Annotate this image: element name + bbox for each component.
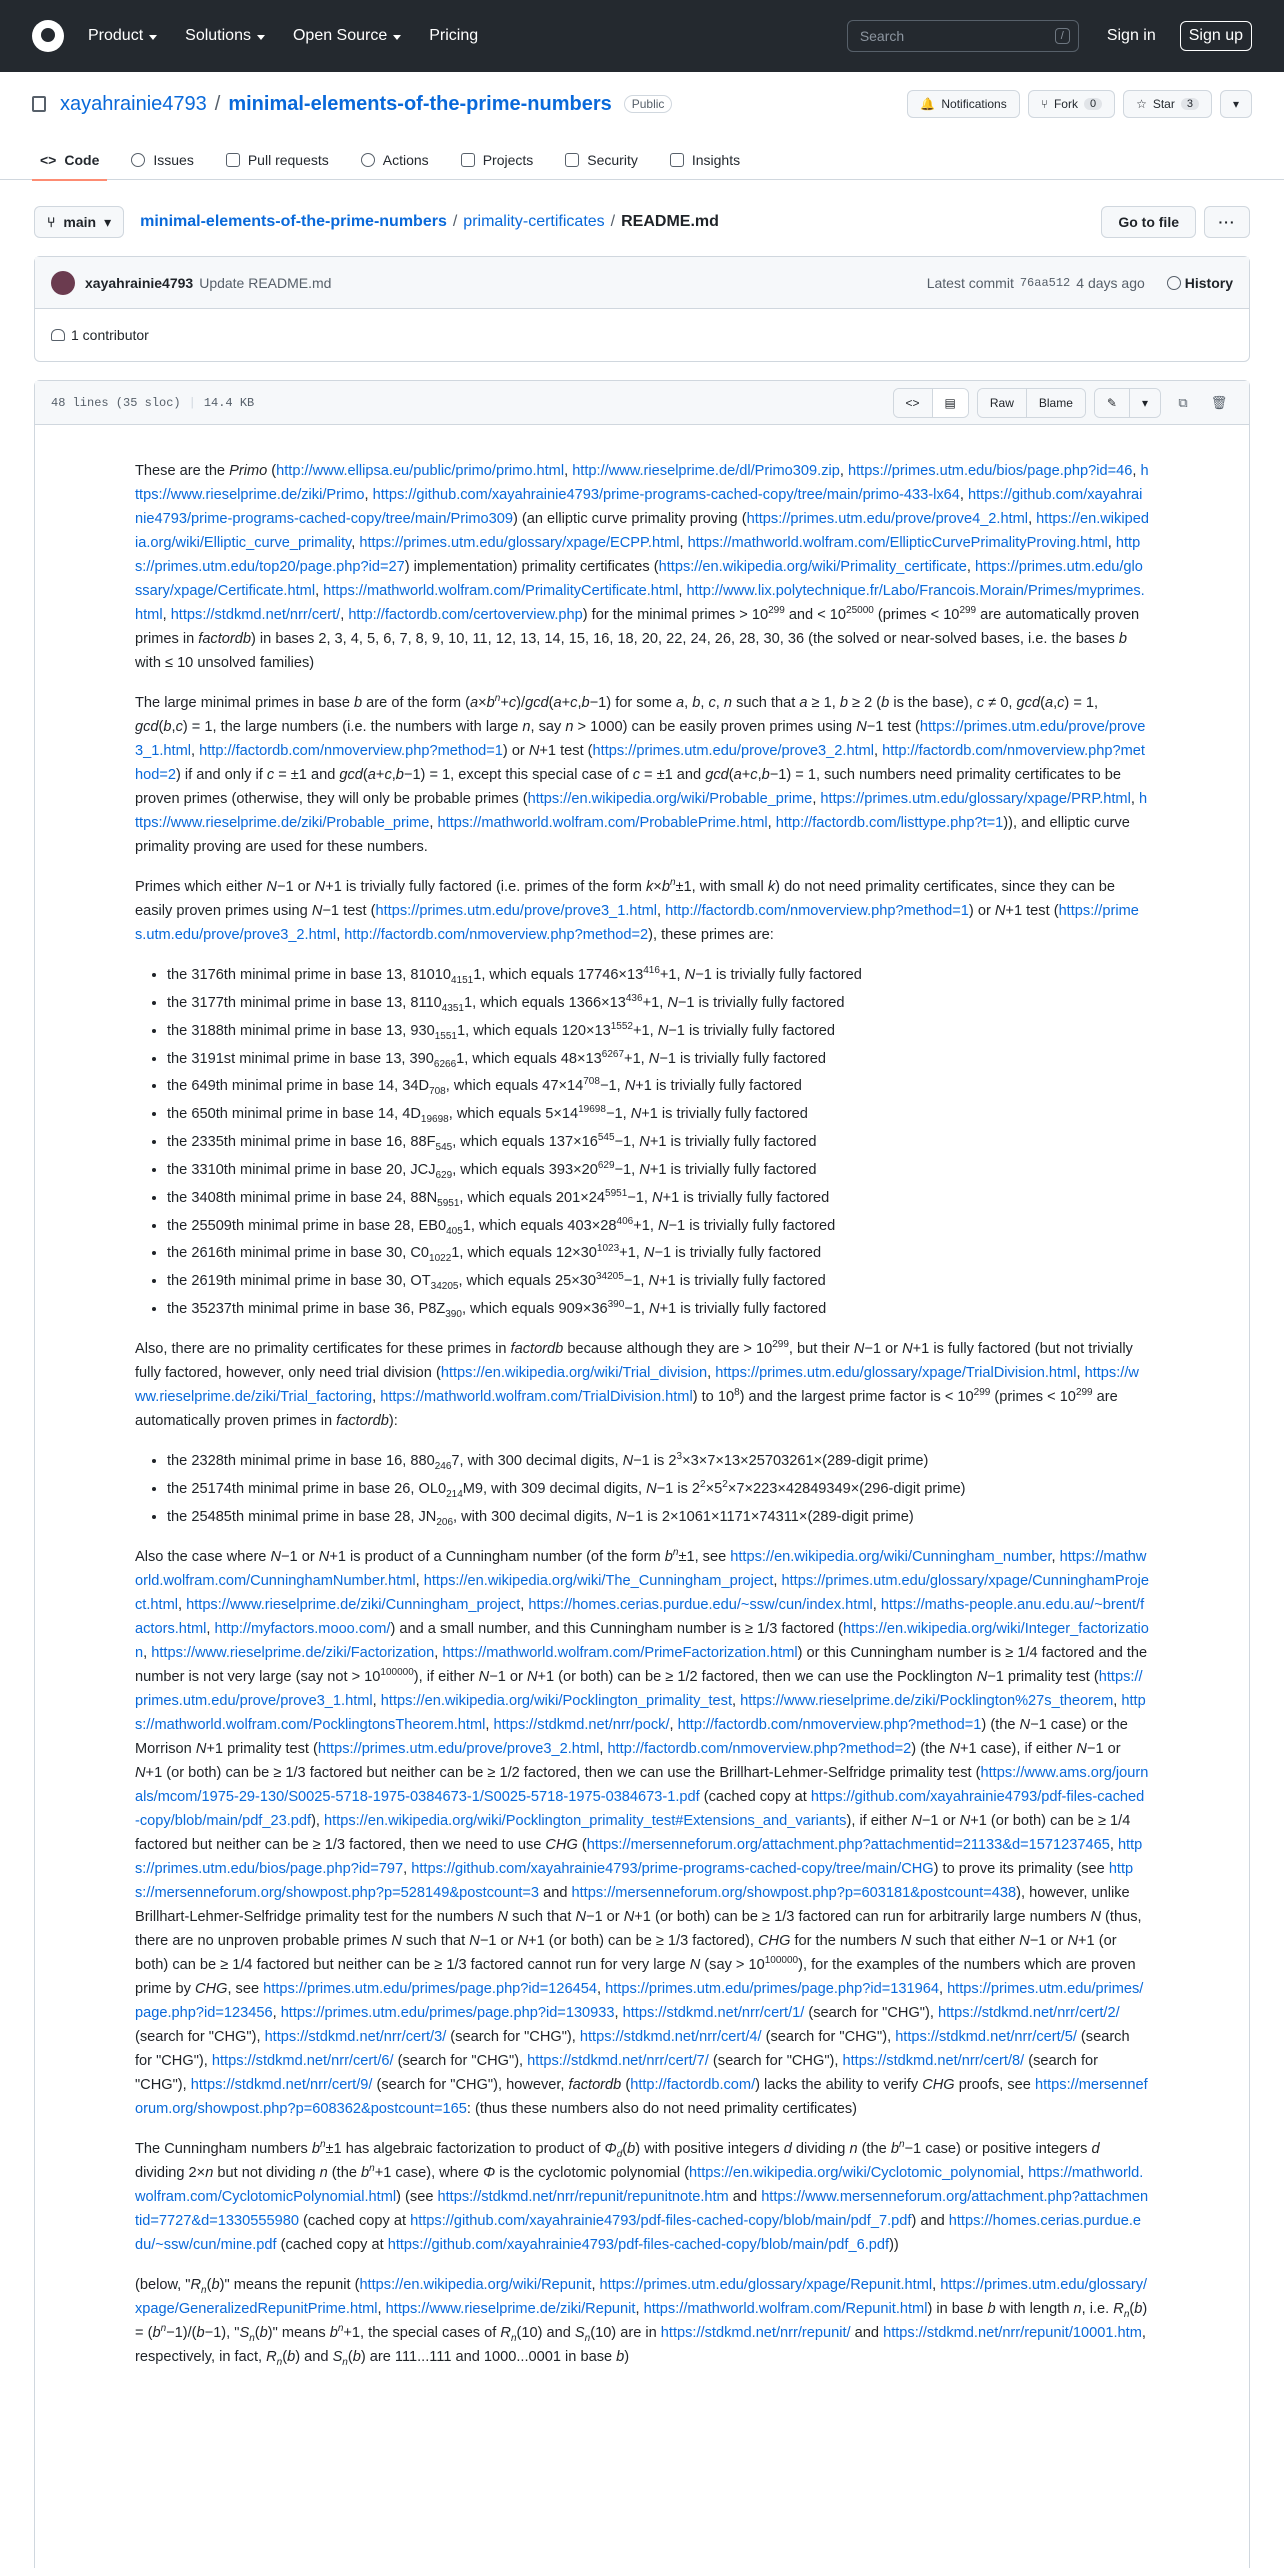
link[interactable]: http://factordb.com/ bbox=[630, 2076, 756, 2093]
chevron-down-icon bbox=[393, 35, 401, 40]
link[interactable]: https://mathworld.wolfram.com/CunninghamNumber.html bbox=[135, 1548, 1147, 1589]
contributors-link[interactable]: 1 contributor bbox=[71, 327, 149, 343]
list-item: • the 25485th minimal prime in base 28, $JN_{206}$, with 300 decimal digits, N−1 is 2×1061×1171×74311×(289-digit prime) bbox=[167, 1505, 1149, 1529]
link[interactable]: https://primes.utm.edu/glossary/xpage/CunninghamProject.html bbox=[135, 1572, 1149, 1613]
link[interactable]: https://primes.utm.edu/primes/page.php?id=131964 bbox=[605, 1980, 939, 1997]
branch-icon: ⑂ bbox=[47, 214, 56, 230]
link[interactable]: https://primes.utm.edu/primes/page.php?id=126454 bbox=[263, 1980, 597, 1997]
repo-tabs bbox=[32, 136, 1252, 180]
markdown-body bbox=[35, 425, 1249, 2369]
link[interactable]: http://factordb.com/nmoverview.php?method=1 bbox=[677, 1716, 982, 1733]
link[interactable]: https://stdkmd.net/nrr/cert/1/ bbox=[622, 2004, 805, 2021]
file-icon: ▤ bbox=[944, 395, 956, 410]
list-item: • the 3177th minimal prime in base 13, $8110_{4351}1$, which equals $1366\times 13^{436}+1$, N−1 is trivially fully factored bbox=[167, 991, 1149, 1015]
paragraph: Also the case where N−1 or N+1 is product of a Cunningham number (of the form $b^n\pm 1$, see https://en.wikipedia.org/wiki/Cunningham_number, https://mathworld.wolfram.com/CunninghamNumber.html, https://en.wikipedia.org/wiki/The_Cunningham_project, https://primes.utm.edu/glossary/xpage/CunninghamProject.html, https://www.rieselprime.de/ziki/Cunningham_project, https://homes.cerias.purdue.edu/~ssw/cun/index.html, https://maths-people.anu.edu.au/~brent/factors.html, http://myfactors.mooo.com/) and a small number, and this Cunningham number is ≥ 1/3 factored (https://en.wikipedia.org/wiki/Integer_factorization, https://www.rieselprime.de/ziki/Factorization, https://mathworld.wolfram.com/PrimeFactorization.html) or this Cunningham number is ≥ 1/4 factored and the number is not very large (say not > $10^{100000}$), if either N−1 or N+1 (or both) can be ≥ 1/2 factored, then we can use the Pocklington N−1 primality test (https://primes.utm.edu/prove/prove3_1.html, https://en.wikipedia.org/wiki/Pocklington_primality_test, https://www.rieselprime.de/ziki/Pocklington%27s_theorem, https://mathworld.wolfram.com/PocklingtonsTheorem.html, https://stdkmd.net/nrr/pock/, http://factordb.com/nmoverview.php?method=1) (the N−1 case) or the Morrison N+1 primality test (https://primes.utm.edu/prove/prove3_2.html, http://factordb.com/nmoverview.php?method=2) (the N+1 case), if either N−1 or N+1 (or both) can be ≥ 1/3 factored but neither can be ≥ 1/2 factored, then we can use the Brillhart-Lehmer-Selfridge primality test (https://www.ams.org/journals/mcom/1975-29-130/S0025-5718-1975-0384673-1/S0025-5718-1975-0384673-1.pdf (cached copy at https://github.com/xayahrainie4793/pdf-files-cached-copy/blob/main/pdf_23.pdf), https://en.wikipedia.org/wiki/Pocklington_primality_test#Extensions_and_variants), if either N−1 or N+1 (or both) can be ≥ 1/4 factored but neither can be ≥ 1/3 factored, then we need to use CHG (https://mersenneforum.org/attachment.php?attachmentid=21133&d=1571237465, https://primes.utm.edu/bios/page.php?id=797, https://github.com/xayahrainie4793/prime-programs-cached-copy/tree/main/CHG) to prove its primality (see https://mersenneforum.org/showpost.php?p=528149&postcount=3 and https://mersenneforum.org/showpost.php?p=603181&postcount=438), however, unlike Brillhart-Lehmer-Selfridge primality test for the numbers N such that N−1 or N+1 (or both) can be ≥ 1/3 factored can run for arbitrarily large numbers N (thus, there are no unproven probable primes N such that N−1 or N+1 (or both) can be ≥ 1/3 factored), CHG for the numbers N such that either N−1 or N+1 (or both) can be ≥ 1/4 factored but neither can be ≥ 1/3 factored cannot run for very large N $(say > 10^{100000})$, for the examples of the numbers which are proven prime by CHG, see https://primes.utm.edu/primes/page.php?id=126454, https://primes.utm.edu/primes/page.php?id=131964, https://primes.utm.edu/primes/page.php?id=123456, https://primes.utm.edu/primes/page.php?id=130933, https://stdkmd.net/nrr/cert/1/ (search for "CHG"), https://stdkmd.net/nrr/cert/2/ (search for "CHG"), https://stdkmd.net/nrr/cert/3/ (search for "CHG"), https://stdkmd.net/nrr/cert/4/ (search for "CHG"), https://stdkmd.net/nrr/cert/5/ (search for "CHG"), https://stdkmd.net/nrr/cert/6/ (search for "CHG"), https://stdkmd.net/nrr/cert/7/ (search for "CHG"), https://stdkmd.net/nrr/cert/8/ (search for "CHG"), https://stdkmd.net/nrr/cert/9/ (search for "CHG"), however, factordb (http://factordb.com/) lacks the ability to verify CHG proofs, see https://mersenneforum.org/showpost.php?p=608362&postcount=165: (thus these numbers also do not need primality certificates) bbox=[135, 1546, 1149, 2117]
list-item: • the 3176th minimal prime in base 13, $81010_{4151}1$, which equals $17746\times 13^{416}+1$, N−1 is trivially fully factored bbox=[167, 963, 1149, 987]
list-item: • the 2616th minimal prime in base 30, $C0_{1022}1$, which equals $12\times 30^{1023}+1$, N−1 is trivially fully factored bbox=[167, 1241, 1149, 1265]
link[interactable]: https://primes.utm.edu/glossary/xpage/TrialDivision.html bbox=[715, 1365, 1077, 1382]
link[interactable]: https://primes.utm.edu/top20/page.php?id=27 bbox=[135, 535, 1141, 575]
link[interactable]: https://en.wikipedia.org/wiki/Primality_certificate bbox=[658, 559, 967, 575]
latest-commit-label: Latest commit bbox=[926, 274, 1014, 291]
link[interactable]: https://en.wikipedia.org/wiki/Pocklington_primality_test bbox=[380, 1692, 733, 1709]
link[interactable]: https://primes.utm.edu/glossary/xpage/Certificate.html bbox=[135, 559, 1143, 599]
link[interactable]: https://stdkmd.net/nrr/repunit/10001.htm bbox=[883, 2324, 1142, 2341]
link[interactable]: https://primes.utm.edu/glossary/xpage/PRP.html bbox=[820, 791, 1131, 807]
fork-count: 0 bbox=[1084, 98, 1102, 110]
link[interactable]: http://factordb.com/listtype.php?t=1 bbox=[775, 815, 1004, 831]
link[interactable]: https://maths-people.anu.edu.au/~brent/factors.html bbox=[135, 1596, 1145, 1637]
fork-icon: ⑂ bbox=[1040, 97, 1048, 111]
table-icon bbox=[461, 153, 475, 167]
link[interactable]: https://primes.utm.edu/primes/page.php?id=123456 bbox=[135, 1980, 1144, 2021]
list-item: • the 25509th minimal prime in base 28, $EB0_{405}1$, which equals $403\times 28^{406}+1$, N−1 is trivially fully factored bbox=[167, 1214, 1149, 1238]
link[interactable]: https://primes.utm.edu/prove/prove3_1.html bbox=[135, 719, 1146, 759]
link[interactable]: http://factordb.com/nmoverview.php?method=2 bbox=[607, 1740, 912, 1757]
chevron-down-icon: ▾ bbox=[104, 213, 112, 230]
list-item: • the 3191st minimal prime in base 13, $390_{6266}1$, which equals $48\times 13^{6267}+1$, N−1 is trivially fully factored bbox=[167, 1047, 1149, 1071]
star-icon: ☆ bbox=[1136, 97, 1147, 111]
link[interactable]: https://github.com/xayahrainie4793/pdf-files-cached-copy/blob/main/pdf_23.pdf bbox=[135, 1788, 1145, 1829]
more-options-button[interactable]: ··· bbox=[1204, 206, 1250, 238]
breadcrumb-current-file: README.md bbox=[621, 213, 719, 230]
nav-solutions[interactable]: Solutions bbox=[185, 27, 265, 45]
link[interactable]: https://stdkmd.net/nrr/pock/ bbox=[493, 1716, 670, 1733]
list-item: • the 25174th minimal prime in base 26, $OL0_{214}M9$, with 309 decimal digits, N−1 is $2^2\times 5^2\times 7\times 223\times 42849349\times(296$-digit prime) bbox=[167, 1477, 1149, 1501]
link[interactable]: https://stdkmd.net/nrr/cert/4/ bbox=[579, 2028, 762, 2045]
paragraph: (below, "$R_n(b)$" means the repunit (https://en.wikipedia.org/wiki/Repunit, https://primes.utm.edu/glossary/xpage/Repunit.html, https://primes.utm.edu/glossary/xpage/GeneralizedRepunitPrime.html, https://www.rieselprime.de/ziki/Repunit, https://mathworld.wolfram.com/Repunit.html) in base b with length n, i.e. $R_n(b) = (b^n-1)/(b-1)$, "$S_n(b)$" means $b^n+1$, the special cases of $R_n(10)$ and $S_n(10)$ are in https://stdkmd.net/nrr/repunit/ and https://stdkmd.net/nrr/repunit/10001.htm, respectively, in fact, $R_n(b)$ and $S_n(b)$ are 111...111 and 1000...0001 in base b) bbox=[135, 2276, 1148, 2368]
link[interactable]: https://primes.utm.edu/glossary/xpage/GeneralizedRepunitPrime.html bbox=[135, 2276, 1148, 2317]
path-separator: / bbox=[452, 213, 458, 230]
commit-author-link[interactable]: xayahrainie4793 bbox=[85, 274, 194, 291]
paragraph: These are the Primo (http://www.ellipsa.eu/public/primo/primo.html, http://www.rieselprime.de/dl/Primo309.zip, https://primes.utm.edu/bios/page.php?id=46, https://www.rieselprime.de/ziki/Primo, https://github.com/xayahrainie4793/prime-programs-cached-copy/tree/main/primo-433-lx64, https://github.com/xayahrainie4793/prime-programs-cached-copy/tree/main/Primo309) (an elliptic curve primality proving (https://primes.utm.edu/prove/prove4_2.html, https://en.wikipedia.org/wiki/Elliptic_curve_primality, https://primes.utm.edu/glossary/xpage/ECPP.html, https://mathworld.wolfram.com/EllipticCurvePrimalityProving.html, https://primes.utm.edu/top20/page.php?id=27) implementation) primality certificates (https://en.wikipedia.org/wiki/Primality_certificate, https://primes.utm.edu/glossary/xpage/Certificate.html, https://mathworld.wolfram.com/PrimalityCertificate.html, http://www.lix.polytechnique.fr/Labo/Francois.Morain/Primes/myprimes.html, https://stdkmd.net/nrr/cert/, http://factordb.com/certoverview.php) for the minimal primes > $10^{299}$ and < $10^{25000}$ (primes < $10^{299}$ are automatically proven primes in factordb) in bases 2, 3, 4, 5, 6, 7, 8, 9, 10, 11, 12, 13, 14, 15, 16, 18, 20, 22, 24, 26, 28, 30, 36 (the solved or near-solved bases, i.e. the bases b with ≤ 10 unsolved families) bbox=[135, 463, 1149, 671]
file-navigation bbox=[34, 206, 1250, 238]
preview-button[interactable] bbox=[933, 389, 968, 417]
link[interactable]: https://mersenneforum.org/showpost.php?p=603181&postcount=438 bbox=[571, 1884, 1017, 1901]
link[interactable]: https://mathworld.wolfram.com/EllipticCurvePrimalityProving.html bbox=[687, 535, 1108, 551]
link[interactable]: https://mersenneforum.org/attachment.php?attachmentid=21133&d=1571237465 bbox=[586, 1836, 1110, 1853]
list bbox=[167, 1449, 1149, 1529]
sign-in-link[interactable]: Sign in bbox=[1106, 27, 1156, 44]
link[interactable]: https://mathworld.wolfram.com/PrimalityCertificate.html bbox=[323, 583, 679, 599]
link[interactable]: https://github.com/xayahrainie4793/pdf-files-cached-copy/blob/main/pdf_6.pdf bbox=[387, 2236, 890, 2253]
global-nav bbox=[88, 27, 478, 45]
list-item: • the 2328th minimal prime in base 16, $880_{246}7$, with 300 decimal digits, N−1 is $2^3\times 3\times 7\times 13\times 25703261\times(289$-digit prime) bbox=[167, 1449, 1149, 1473]
link[interactable]: https://en.wikipedia.org/wiki/Trial_division bbox=[440, 1365, 708, 1382]
link[interactable]: https://mathworld.wolfram.com/PrimeFactorization.html bbox=[442, 1644, 798, 1661]
link[interactable]: https://primes.utm.edu/prove/prove3_2.html bbox=[317, 1740, 600, 1757]
link[interactable]: https://github.com/xayahrainie4793/prime-programs-cached-copy/tree/main/CHG bbox=[411, 1860, 934, 1877]
bell-icon: 🔔 bbox=[920, 97, 936, 111]
list-item: • the 35237th minimal prime in base 36, $P8Z_{390}$, which equals $909\times 36^{390}-1$, N+1 is trivially fully factored bbox=[167, 1297, 1149, 1321]
link[interactable]: https://mathworld.wolfram.com/ProbablePrime.html bbox=[437, 815, 768, 831]
link[interactable]: https://primes.utm.edu/bios/page.php?id=46 bbox=[847, 463, 1133, 479]
link[interactable]: https://primes.utm.edu/prove/prove3_2.html bbox=[592, 743, 875, 759]
nav-pricing[interactable]: Pricing bbox=[429, 27, 479, 44]
link[interactable]: https://www.rieselprime.de/ziki/Probable_prime bbox=[135, 791, 1148, 831]
github-logo-icon[interactable] bbox=[32, 20, 64, 52]
pencil-icon: ✎ bbox=[1106, 395, 1117, 410]
visibility-badge: Public bbox=[624, 95, 673, 113]
star-count: 3 bbox=[1181, 98, 1199, 110]
path-separator: / bbox=[214, 92, 221, 115]
delete-button[interactable] bbox=[1205, 389, 1233, 417]
code-view-button[interactable] bbox=[894, 389, 933, 417]
search-input[interactable] bbox=[847, 20, 1079, 52]
search-placeholder: Search bbox=[859, 28, 905, 44]
list-item: • the 650th minimal prime in base 14, $4D_{19698}$, which equals $5\times 14^{19698}-1$, N+1 is trivially fully factored bbox=[167, 1102, 1149, 1126]
people-icon bbox=[51, 329, 65, 341]
copy-button[interactable] bbox=[1169, 389, 1197, 417]
paragraph: The large minimal primes in base b are of the form $(a\times b^n+c)/\gcd(a+c,b-1)$ for some a, b, c, n such that a ≥ 1, b ≥ 2 (b is the base), c ≠ 0, gcd(a,c) = 1, gcd(b,c) = 1, the large numbers (i.e. the numbers with large n, say n > 1000) can be easily proven primes using N−1 test (https://primes.utm.edu/prove/prove3_1.html, http://factordb.com/nmoverview.php?method=1) or N+1 test (https://primes.utm.edu/prove/prove3_2.html, http://factordb.com/nmoverview.php?method=2) if and only if c = ±1 and gcd(a+c,b−1) = 1, except this special case of c = ±1 and gcd(a+c,b−1) = 1, such numbers need primality certificates to be proven primes (otherwise, they will only be probable primes (https://en.wikipedia.org/wiki/Probable_prime, https://primes.utm.edu/glossary/xpage/PRP.html, https://www.rieselprime.de/ziki/Probable_prime, https://mathworld.wolfram.com/ProbablePrime.html, http://factordb.com/listtype.php?t=1)), and elliptic curve primality proving are used for these numbers. bbox=[135, 693, 1148, 855]
link[interactable]: https://www.rieselprime.de/ziki/Primo bbox=[135, 463, 1149, 503]
repo-name-link[interactable]: minimal-elements-of-the-prime-numbers bbox=[228, 92, 612, 115]
link[interactable]: https://primes.utm.edu/prove/prove3_2.html bbox=[135, 903, 1139, 943]
link[interactable]: http://factordb.com/nmoverview.php?method=2 bbox=[344, 927, 649, 943]
link[interactable]: https://mathworld.wolfram.com/PocklingtonsTheorem.html bbox=[135, 1692, 1146, 1733]
file-size: 14.4 KB bbox=[203, 395, 255, 410]
link[interactable]: https://stdkmd.net/nrr/cert/6/ bbox=[211, 2052, 394, 2069]
repo-header bbox=[0, 72, 1284, 180]
avatar[interactable] bbox=[51, 271, 75, 295]
star-dropdown-button[interactable] bbox=[1220, 90, 1252, 118]
star-button[interactable]: ☆ Star 3 bbox=[1123, 90, 1212, 118]
go-to-file-button[interactable]: Go to file bbox=[1101, 206, 1196, 238]
link[interactable]: https://www.rieselprime.de/ziki/Cunningham_project bbox=[186, 1596, 521, 1613]
view-toggle bbox=[893, 388, 969, 418]
file-line-count: 48 lines (35 sloc) bbox=[51, 395, 181, 410]
link[interactable]: https://mathworld.wolfram.com/TrialDivision.html bbox=[380, 1389, 693, 1406]
issue-icon bbox=[131, 153, 145, 167]
notifications-button[interactable]: 🔔 Notifications bbox=[907, 90, 1019, 118]
chevron-down-icon bbox=[257, 35, 265, 40]
edit-dropdown-button[interactable] bbox=[1130, 389, 1160, 417]
raw-blame-group bbox=[977, 388, 1086, 418]
code-icon: <> bbox=[905, 395, 920, 410]
link[interactable]: https://en.wikipedia.org/wiki/Integer_factorization bbox=[135, 1620, 1149, 1661]
link[interactable]: https://homes.cerias.purdue.edu/~ssw/cun/index.html bbox=[528, 1596, 873, 1613]
repo-owner-link[interactable]: xayahrainie4793 bbox=[60, 92, 207, 115]
graph-icon bbox=[670, 153, 684, 167]
list-item: • the 3408th minimal prime in base 24, $88N_{5951}$, which equals $201\times 24^{5951}-1$, N+1 is trivially fully factored bbox=[167, 1186, 1149, 1210]
link[interactable]: http://factordb.com/certoverview.php bbox=[348, 607, 583, 623]
link[interactable]: https://primes.utm.edu/prove/prove3_1.html bbox=[135, 1668, 1143, 1709]
link[interactable]: https://en.wikipedia.org/wiki/The_Cunningham_project bbox=[423, 1572, 774, 1589]
copy-icon: ⧉ bbox=[1178, 394, 1188, 410]
raw-button[interactable]: Raw bbox=[978, 389, 1027, 417]
file-viewer bbox=[34, 380, 1250, 2568]
breadcrumb bbox=[140, 213, 719, 231]
repo-icon bbox=[32, 96, 46, 112]
link[interactable]: http://myfactors.mooo.com/ bbox=[214, 1620, 391, 1637]
link[interactable]: http://factordb.com/nmoverview.php?method=1 bbox=[665, 903, 969, 919]
path-separator: / bbox=[610, 213, 616, 230]
clock-icon bbox=[1167, 276, 1181, 290]
link[interactable]: https://stdkmd.net/nrr/cert/8/ bbox=[842, 2052, 1025, 2069]
tab-projects[interactable]: Projects bbox=[453, 152, 542, 180]
link[interactable]: https://www.rieselprime.de/ziki/Factorization bbox=[151, 1644, 435, 1661]
link[interactable]: https://primes.utm.edu/bios/page.php?id=797 bbox=[135, 1836, 1143, 1877]
chevron-down-icon: ▾ bbox=[1141, 395, 1148, 410]
link[interactable]: https://stdkmd.net/nrr/cert/7/ bbox=[527, 2052, 709, 2069]
link[interactable]: https://en.wikipedia.org/wiki/Cyclotomic_polynomial bbox=[689, 2164, 1020, 2181]
link[interactable]: https://stdkmd.net/nrr/cert/9/ bbox=[190, 2076, 373, 2093]
edit-group bbox=[1094, 388, 1161, 418]
commit-time: 4 days ago bbox=[1076, 274, 1145, 291]
link[interactable]: https://mersenneforum.org/showpost.php?p=608362&postcount=165 bbox=[135, 2076, 1148, 2117]
link[interactable]: https://en.wikipedia.org/wiki/Cunningham_number bbox=[730, 1548, 1052, 1565]
blame-button[interactable]: Blame bbox=[1027, 389, 1085, 417]
link[interactable]: https://en.wikipedia.org/wiki/Elliptic_curve_primality bbox=[135, 511, 1149, 551]
link[interactable]: http://factordb.com/nmoverview.php?method=2 bbox=[135, 743, 1145, 783]
tab-insights[interactable]: Insights bbox=[662, 152, 748, 180]
list-item: • the 3310th minimal prime in base 20, $JCJ_{629}$, which equals $393\times 20^{629}-1$, N+1 is trivially fully factored bbox=[167, 1158, 1149, 1182]
chevron-down-icon: ▾ bbox=[1232, 97, 1239, 111]
link[interactable]: https://stdkmd.net/nrr/repunit/repunitnote.htm bbox=[437, 2188, 729, 2205]
link[interactable]: https://www.rieselprime.de/ziki/Trial_factoring bbox=[135, 1365, 1139, 1406]
play-icon bbox=[361, 153, 375, 167]
chevron-down-icon bbox=[149, 35, 157, 40]
pull-request-icon bbox=[226, 153, 240, 167]
nav-product[interactable]: Product bbox=[88, 27, 157, 45]
trash-icon: 🗑 bbox=[1210, 394, 1228, 410]
link[interactable]: https://www.ams.org/journals/mcom/1975-29-130/S0025-5718-1975-0384673-1/S0025-5718-1975-0384673-1.pdf bbox=[135, 1764, 1149, 1805]
tab-code[interactable]: <> Code bbox=[32, 152, 107, 180]
link[interactable]: https://github.com/xayahrainie4793/prime-programs-cached-copy/tree/main/primo-433-lx64 bbox=[372, 487, 960, 503]
search-shortcut-key: / bbox=[1055, 28, 1070, 44]
list-item: • the 3188th minimal prime in base 13, $930_{1551}1$, which equals $120\times 13^{1552}+1$, N−1 is trivially fully factored bbox=[167, 1019, 1149, 1043]
branch-select-button[interactable]: ⑂ main ▾ bbox=[34, 206, 124, 238]
link[interactable]: https://primes.utm.edu/prove/prove4_2.html bbox=[746, 511, 1029, 527]
link[interactable]: https://github.com/xayahrainie4793/prime-programs-cached-copy/tree/main/Primo309 bbox=[135, 487, 1143, 527]
list-item: • the 2619th minimal prime in base 30, $OT_{34205}$, which equals $25\times 30^{34205}-1$, N+1 is trivially fully factored bbox=[167, 1269, 1149, 1293]
sign-up-button[interactable]: Sign up bbox=[1180, 21, 1252, 51]
link[interactable]: https://stdkmd.net/nrr/cert/5/ bbox=[895, 2028, 1077, 2045]
paragraph: Primes which either N−1 or N+1 is trivially fully factored (i.e. primes of the form $k\times b^n\pm 1$, with small k) do not need primality certificates, since they can be easily proven primes using N−1 test (https://primes.utm.edu/prove/prove3_1.html, http://factordb.com/nmoverview.php?method=1) or N+1 test (https://primes.utm.edu/prove/prove3_2.html, http://factordb.com/nmoverview.php?method=2), these primes are: bbox=[135, 877, 1139, 943]
link[interactable]: https://stdkmd.net/nrr/cert/2/ bbox=[937, 2004, 1120, 2021]
edit-button[interactable] bbox=[1095, 389, 1130, 417]
link[interactable]: http://factordb.com/nmoverview.php?method=1 bbox=[199, 743, 503, 759]
list bbox=[167, 963, 1149, 1321]
commit-box bbox=[34, 256, 1250, 362]
link[interactable]: https://en.wikipedia.org/wiki/Repunit bbox=[359, 2276, 592, 2293]
breadcrumb-dir-link[interactable]: primality-certificates bbox=[463, 213, 605, 230]
commit-message[interactable]: Update README.md bbox=[199, 274, 332, 291]
link[interactable]: https://www.rieselprime.de/ziki/Repunit bbox=[385, 2300, 636, 2317]
paragraph: The Cunningham numbers $b^n\pm 1$ has algebraic factorization to product of $\Phi_d(b)$ with positive integers d dividing n (the $b^n-1$ case) or positive integers d dividing 2×n but not dividing n (the $b^n+1$ case), where Φ is the cyclotomic polynomial (https://en.wikipedia.org/wiki/Cyclotomic_polynomial, https://mathworld.wolfram.com/CyclotomicPolynomial.html) (see https://stdkmd.net/nrr/repunit/repunitnote.htm and https://www.mersenneforum.org/attachment.php?attachmentid=7727&d=1330555980 (cached copy at https://github.com/xayahrainie4793/pdf-files-cached-copy/blob/main/pdf_7.pdf) and https://homes.cerias.purdue.edu/~ssw/cun/mine.pdf (cached copy at https://github.com/xayahrainie4793/pdf-files-cached-copy/blob/main/pdf_6.pdf)) bbox=[135, 2138, 1149, 2253]
link[interactable]: http://www.ellipsa.eu/public/primo/primo.html bbox=[276, 463, 565, 479]
link[interactable]: https://homes.cerias.purdue.edu/~ssw/cun/mine.pdf bbox=[135, 2212, 1142, 2253]
tab-issues[interactable]: Issues bbox=[123, 152, 201, 180]
link[interactable]: https://mathworld.wolfram.com/Repunit.html bbox=[643, 2300, 928, 2317]
link[interactable]: https://www.mersenneforum.org/attachment.php?attachmentid=7727&d=1330555980 bbox=[135, 2188, 1149, 2229]
tab-actions[interactable]: Actions bbox=[353, 152, 437, 180]
list-item: • the 649th minimal prime in base 14, $34D_{708}$, which equals $47\times 14^{708}-1$, N+1 is trivially fully factored bbox=[167, 1074, 1149, 1098]
link[interactable]: https://mersenneforum.org/showpost.php?p=528149&postcount=3 bbox=[135, 1860, 1134, 1901]
shield-icon bbox=[565, 153, 579, 167]
link[interactable]: https://www.rieselprime.de/ziki/Pocklington%27s_theorem bbox=[740, 1692, 1114, 1709]
link[interactable]: https://primes.utm.edu/primes/page.php?id=130933 bbox=[280, 2004, 615, 2021]
history-link[interactable]: History bbox=[1167, 275, 1233, 291]
commit-sha-link[interactable]: 76aa512 bbox=[1019, 275, 1071, 290]
nav-open-source[interactable]: Open Source bbox=[293, 27, 401, 45]
link[interactable]: https://primes.utm.edu/prove/prove3_1.html bbox=[375, 903, 657, 919]
fork-button[interactable]: ⑂ Fork 0 bbox=[1028, 90, 1115, 118]
link[interactable]: https://stdkmd.net/nrr/cert/ bbox=[170, 607, 341, 623]
link[interactable]: http://www.lix.polytechnique.fr/Labo/Francois.Morain/Primes/myprimes.html bbox=[135, 583, 1145, 623]
link[interactable]: https://primes.utm.edu/glossary/xpage/ECPP.html bbox=[359, 535, 680, 551]
paragraph: Also, there are no primality certificates for these primes in factordb because although they are > $10^{299}$, but their N−1 or N+1 is fully factored (but not trivially fully factored, however, only need trial division (https://en.wikipedia.org/wiki/Trial_division, https://primes.utm.edu/glossary/xpage/TrialDivision.html, https://www.rieselprime.de/ziki/Trial_factoring, https://mathworld.wolfram.com/TrialDivision.html) to $10^8$) and the largest prime factor is < $10^{299}$ (primes < $10^{299}$ are automatically proven primes in factordb): bbox=[135, 1339, 1139, 1430]
link[interactable]: https://stdkmd.net/nrr/repunit/ bbox=[660, 2324, 851, 2341]
link[interactable]: https://mathworld.wolfram.com/CyclotomicPolynomial.html bbox=[135, 2164, 1144, 2205]
link[interactable]: https://github.com/xayahrainie4793/pdf-files-cached-copy/blob/main/pdf_7.pdf bbox=[410, 2212, 912, 2229]
breadcrumb-repo-link[interactable]: minimal-elements-of-the-prime-numbers bbox=[140, 213, 447, 230]
tab-pull-requests[interactable]: Pull requests bbox=[218, 152, 337, 180]
link[interactable]: https://en.wikipedia.org/wiki/Pocklington_primality_test#Extensions_and_variants bbox=[324, 1812, 847, 1829]
list-item: • the 2335th minimal prime in base 16, $88F_{545}$, which equals $137\times 16^{545}-1$, N+1 is trivially fully factored bbox=[167, 1130, 1149, 1154]
link[interactable]: https://stdkmd.net/nrr/cert/3/ bbox=[264, 2028, 447, 2045]
link[interactable]: https://primes.utm.edu/glossary/xpage/Repunit.html bbox=[599, 2276, 933, 2293]
link[interactable]: http://www.rieselprime.de/dl/Primo309.zip bbox=[572, 463, 840, 479]
link[interactable]: https://en.wikipedia.org/wiki/Probable_prime bbox=[527, 791, 813, 807]
global-header bbox=[0, 0, 1284, 72]
tab-security[interactable]: Security bbox=[557, 152, 646, 180]
code-icon: <> bbox=[40, 152, 57, 168]
file-meta: 48 lines (35 sloc) | 14.4 KB bbox=[51, 395, 255, 410]
